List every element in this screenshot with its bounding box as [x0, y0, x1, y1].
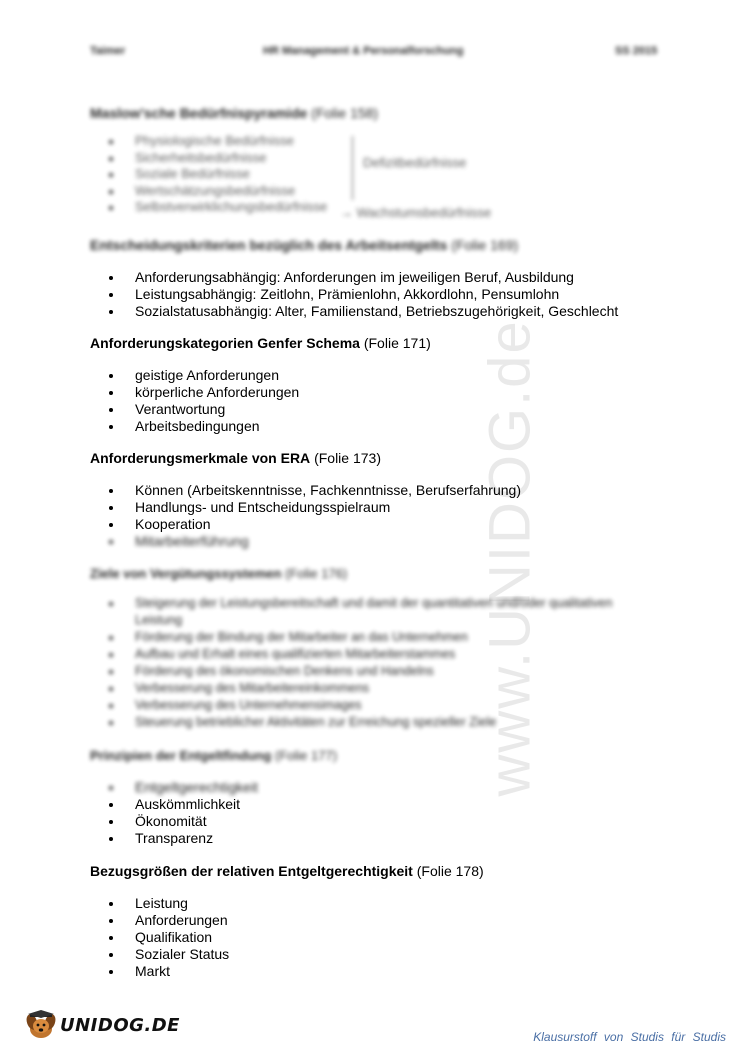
list-item: Markt: [135, 963, 484, 980]
list-item: Förderung des ökonomischen Denkens und Handelns: [135, 663, 655, 680]
dog-icon: [24, 1010, 58, 1040]
bullet-list: [90, 779, 337, 847]
list-item: Steigerung der Leistungsbereitschaft und damit der quantitativen und/oder qualitativen Leistung: [135, 595, 655, 629]
list-item: Selbstverwirklichungsbedürfnisse: [135, 199, 378, 216]
unidog-logo[interactable]: [24, 1010, 180, 1040]
list-item: Förderung der Bindung der Mitarbeiter an das Unternehmen: [135, 629, 655, 646]
logo-text: UNIDOG.DE: [60, 1014, 180, 1036]
section-title: Entscheidungskriterien bezüglich des Arbeitsentgelts: [90, 237, 448, 253]
list-item: Anforderungen: [135, 912, 484, 929]
list-item: Sicherheitsbedürfnisse: [135, 150, 378, 167]
bullet-list: [90, 595, 655, 731]
section-folie: (Folie 176): [285, 566, 348, 581]
watermark: www.UNIDOG.de: [477, 319, 543, 797]
section-genfer-schema: [90, 335, 431, 435]
section-entscheidungskriterien: [90, 237, 618, 320]
list-item: Wertschätzungsbedürfnisse: [135, 183, 378, 200]
list-item: Leistung: [135, 895, 484, 912]
section-folie: (Folie 173): [314, 450, 381, 466]
section-folie: (Folie 169): [451, 237, 519, 253]
list-item: Physiologische Bedürfnisse: [135, 133, 378, 150]
bullet-list: [90, 895, 484, 980]
list-item: Können (Arbeitskenntnisse, Fachkenntnisse, Berufserfahrung): [135, 482, 521, 498]
section-title: Anforderungsmerkmale von ERA: [90, 450, 311, 466]
list-item: Verbesserung des Mitarbeitereinkommens: [135, 680, 655, 697]
section-title: Ziele von Vergütungssystemen: [90, 566, 282, 581]
bullet-list: [90, 269, 618, 320]
section-maslow: [90, 105, 378, 216]
bracket: [346, 136, 353, 200]
bullet-list: [90, 133, 378, 216]
list-item: Handlungs- und Entscheidungsspielraum: [135, 499, 521, 516]
growth-label: → Wachstumsbedürfnisse: [340, 205, 492, 220]
list-item: Steuerung betrieblicher Aktivitäten zur Erreichung spezieller Ziele: [135, 714, 655, 731]
list-item: Sozialstatusabhängig: Alter, Familienstand, Betriebszugehörigkeit, Geschlecht: [135, 303, 619, 319]
header-author: Taimer: [90, 45, 126, 57]
section-folie: (Folie 177): [274, 748, 338, 763]
list-item: Qualifikation: [135, 929, 484, 946]
section-folie: (Folie 158): [311, 105, 379, 121]
list-item: Kooperation: [135, 516, 521, 533]
section-title: Prinzipien der Entgeltfindung: [90, 748, 272, 763]
list-item: Transparenz: [135, 830, 337, 847]
list-item: geistige Anforderungen: [135, 367, 431, 384]
list-item: Verbesserung des Unternehmensimages: [135, 697, 655, 714]
section-title: Bezugsgrößen der relativen Entgeltgerechtigkeit: [90, 863, 413, 879]
section-folie: (Folie 178): [416, 863, 484, 879]
section-ziele: [90, 566, 655, 731]
list-item: Sozialer Status: [135, 946, 484, 963]
list-item: Arbeitsbedingungen: [135, 418, 431, 435]
section-prinzipien: [90, 748, 337, 847]
list-item: Aufbau und Erhalt eines qualifizierten Mitarbeiterstammes: [135, 646, 655, 663]
section-bezugsgroessen: [90, 863, 484, 980]
section-era: [90, 450, 521, 550]
list-item: Verantwortung: [135, 401, 431, 418]
section-title: Anforderungskategorien Genfer Schema: [90, 335, 360, 351]
list-item: Auskömmlichkeit: [135, 796, 337, 813]
bullet-list: [90, 482, 521, 550]
list-item: Entgeltgerechtigkeit: [135, 779, 337, 796]
section-folie: (Folie 171): [363, 335, 431, 351]
list-item: Mitarbeiterführung: [135, 533, 521, 550]
header-semester: SS 2015: [615, 45, 658, 57]
list-item: Ökonomität: [135, 813, 337, 830]
footer-tagline: Klausurstoff von Studis für Studis: [533, 1030, 726, 1044]
header-title: HR Management & Personalforschung: [263, 45, 464, 57]
list-item: Leistungsabhängig: Zeitlohn, Prämienlohn, Akkordlohn, Pensumlohn: [135, 286, 618, 303]
section-title: Maslow'sche Bedürfnispyramide: [90, 105, 308, 121]
deficit-label: Defizitbedürfnisse: [363, 155, 467, 170]
list-item: Soziale Bedürfnisse: [135, 166, 378, 183]
list-item: körperliche Anforderungen: [135, 384, 431, 401]
list-item: Anforderungsabhängig: Anforderungen im jeweiligen Beruf, Ausbildung: [135, 269, 618, 286]
bullet-list: [90, 367, 431, 435]
